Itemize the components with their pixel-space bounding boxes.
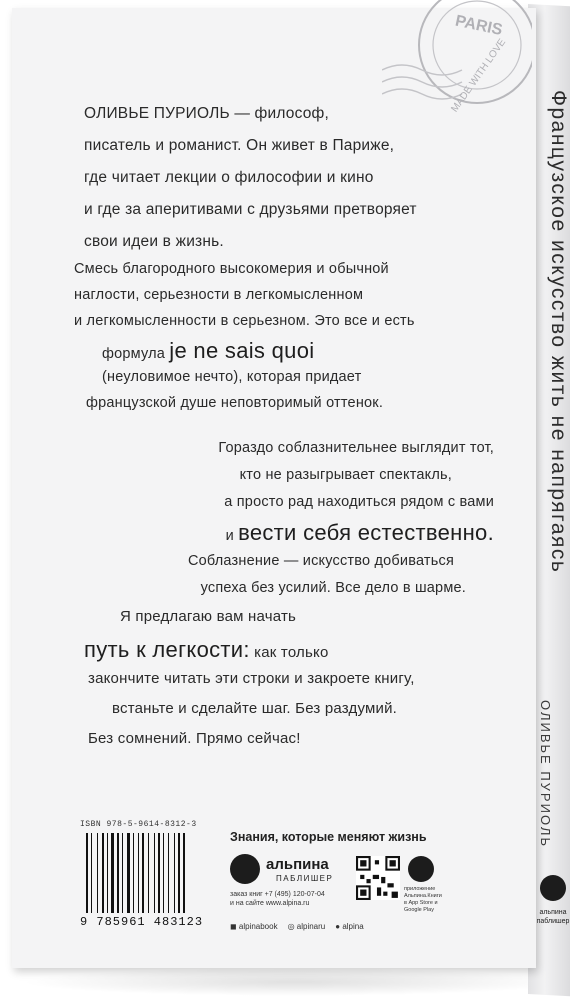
stamp-text-love: MADE WITH LOVE <box>449 37 509 115</box>
barcode-bar <box>156 833 157 913</box>
text-fragment: как только <box>254 644 329 661</box>
barcode-bar <box>122 833 123 913</box>
alpina-logo-icon <box>230 854 260 884</box>
text-line-with-highlight <box>74 340 415 370</box>
barcode-bar <box>170 833 173 913</box>
qr-code-icon <box>356 856 400 900</box>
barcode-bar <box>115 833 116 913</box>
barcode-bar <box>99 833 101 913</box>
text-line: Я предлагаю вам начать <box>120 608 297 625</box>
barcode-bar <box>91 833 92 913</box>
highlight-phrase: je ne sais quoi <box>169 338 315 363</box>
circle-icon: ● <box>335 922 343 931</box>
text-fragment: и <box>225 528 234 544</box>
stamp-text-paris: PARIS <box>453 12 504 40</box>
barcode-bar <box>163 833 164 913</box>
barcode-bar <box>135 833 137 913</box>
instagram-link <box>288 922 326 931</box>
spine-logo-sub: паблишер <box>536 918 570 925</box>
barcode-bars <box>86 833 230 913</box>
barcode-bar <box>174 833 175 913</box>
barcode-bar <box>133 833 134 913</box>
barcode-bar <box>124 833 126 913</box>
description-paragraph-2 <box>0 441 494 608</box>
other-link <box>335 922 363 931</box>
barcode-bar <box>176 833 177 913</box>
barcode-bar <box>183 833 185 913</box>
text-line: и легкомысленности в серьезном. Это все и есть <box>74 313 415 329</box>
text-line: Без сомнений. Прямо сейчас! <box>88 730 301 747</box>
text-line: а просто рад находиться рядом с вами <box>224 494 494 510</box>
barcode-bar <box>154 833 155 913</box>
publisher-slogan: Знания, которые меняют жизнь <box>230 830 427 844</box>
barcode-bar <box>186 833 187 913</box>
barcode-bar <box>178 833 180 913</box>
other-handle: alpina <box>342 922 364 931</box>
barcode-bar <box>120 833 121 913</box>
description-paragraph-1 <box>74 262 415 422</box>
description-paragraph-3 <box>84 609 415 761</box>
barcode-bar <box>127 833 130 913</box>
spine-title: Французское искусство жить не напрягаясь <box>547 90 570 574</box>
bio-line: свои идеи в жизнь. <box>84 233 224 250</box>
highlight-phrase: вести себя естественно. <box>238 520 494 545</box>
barcode <box>80 820 230 940</box>
barcode-bar <box>142 833 144 913</box>
text-line: закончите читать эти строки и закроете книгу, <box>88 670 415 687</box>
publisher-logo <box>230 852 340 892</box>
spine-logo-text <box>536 908 570 926</box>
order-info <box>230 890 325 908</box>
text-line: встаньте и сделайте шаг. Без раздумий. <box>112 700 398 717</box>
text-fragment: формула <box>102 346 166 362</box>
app-icon <box>408 856 434 882</box>
publisher-name: альпина <box>266 856 329 873</box>
isbn-text: ISBN 978-5-9614-8312-3 <box>80 820 197 829</box>
bio-line: и где за аперитивами с друзьями претворяет <box>84 201 417 218</box>
barcode-bar <box>140 833 141 913</box>
text-line: успеха без усилий. Все дело в шарме. <box>200 580 466 596</box>
barcode-bar <box>97 833 98 913</box>
barcode-digits: 9 785961 483123 <box>80 915 204 929</box>
barcode-bar <box>117 833 119 913</box>
author-bio <box>84 106 417 266</box>
barcode-bar <box>138 833 139 913</box>
barcode-bar <box>109 833 110 913</box>
vk-handle: alpinabook <box>238 922 278 931</box>
vk-icon: ◼ <box>230 922 239 931</box>
barcode-bar <box>86 833 88 913</box>
barcode-bar <box>150 833 153 913</box>
barcode-bar <box>131 833 132 913</box>
spine-author: ОЛИВЬЕ ПУРИОЛЬ <box>538 700 553 848</box>
publisher-sub: ПАБЛИШЕР <box>276 874 334 883</box>
barcode-bar <box>89 833 90 913</box>
social-links <box>230 922 364 931</box>
text-line: Соблазнение — искусство добиваться <box>187 553 454 569</box>
text-line: французской душе неповторимый оттенок. <box>86 395 384 411</box>
text-line: кто не разыгрывает спектакль, <box>239 467 452 483</box>
barcode-bar <box>165 833 167 913</box>
text-line: Смесь благородного высокомерия и обычной <box>74 261 389 277</box>
bio-line: писатель и романист. Он живет в Париже, <box>84 137 395 154</box>
text-line: наглости, серьезности в легкомысленном <box>74 287 364 303</box>
barcode-bar <box>158 833 160 913</box>
order-site: и на сайте www.alpina.ru <box>230 900 310 907</box>
publisher-logo-icon <box>540 875 566 901</box>
barcode-bar <box>107 833 108 913</box>
text-line: (неуловимое нечто), которая придает <box>102 369 362 385</box>
barcode-bar <box>181 833 182 913</box>
barcode-bar <box>102 833 104 913</box>
barcode-bar <box>168 833 169 913</box>
order-phone: заказ книг +7 (495) 120-07-04 <box>230 891 325 898</box>
barcode-bar <box>145 833 147 913</box>
barcode-bar <box>105 833 106 913</box>
barcode-bar <box>111 833 114 913</box>
barcode-bar <box>161 833 162 913</box>
book-shadow <box>20 968 570 996</box>
text-line-with-highlight <box>84 639 415 671</box>
barcode-bar <box>93 833 96 913</box>
text-line-with-highlight <box>0 522 494 554</box>
spine-logo-name: альпина <box>539 909 567 916</box>
app-store-text: приложение Альпина.Книги в App Store и Google Play <box>404 886 442 913</box>
barcode-bar <box>148 833 149 913</box>
instagram-handle: alpinaru <box>296 922 326 931</box>
vk-link <box>230 922 278 931</box>
instagram-icon: ◎ <box>287 922 297 931</box>
highlight-phrase: путь к легкости: <box>84 637 250 662</box>
text-line: Гораздо соблазнительнее выглядит тот, <box>218 440 494 456</box>
bio-line: ОЛИВЬЕ ПУРИОЛЬ — философ, <box>84 105 330 122</box>
bio-line: где читает лекции о философии и кино <box>84 169 374 186</box>
